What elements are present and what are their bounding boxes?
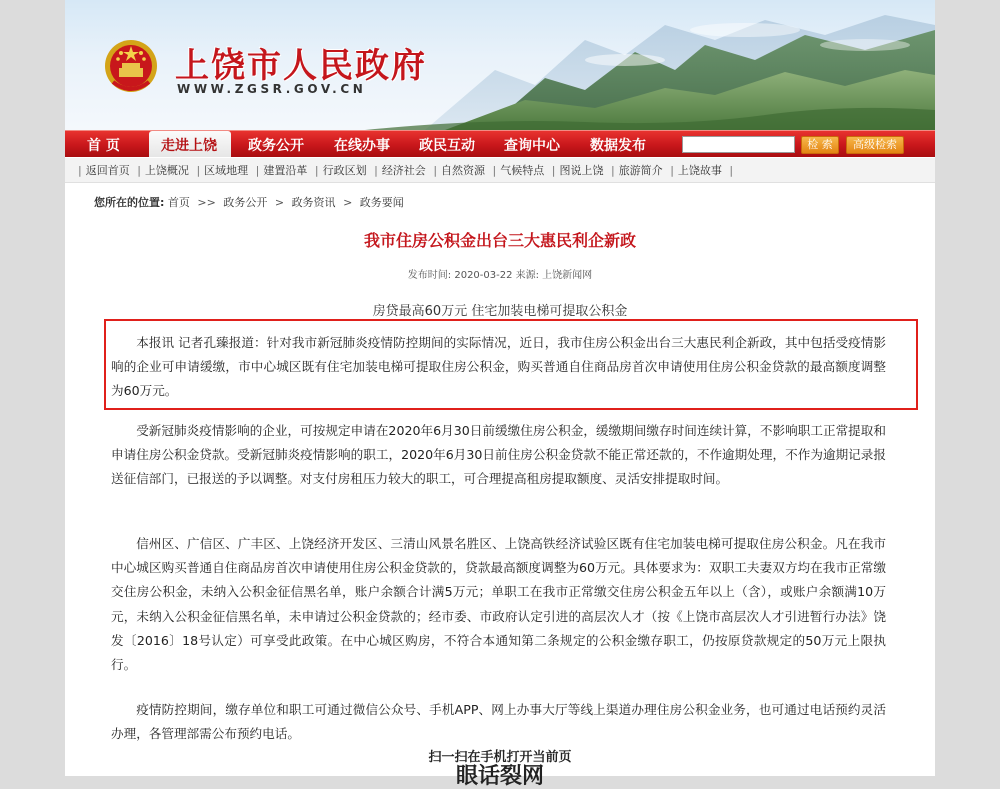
breadcrumb-item[interactable]: 政务要闻 xyxy=(359,196,404,209)
article-paragraph: 疫情防控期间，缴存单位和职工可通过微信公众号、手机APP、网上办事大厅等线上渠道办理住房公积金业务，也可通过电话预约灵活办理，各管理部需公布预约电话。 xyxy=(111,702,886,742)
chevron-right-icon: > xyxy=(274,196,285,209)
main-nav-item-data-release[interactable]: 数据发布 xyxy=(590,138,646,154)
search-button[interactable]: 检 索 xyxy=(801,136,839,154)
main-nav-item-interaction[interactable]: 政民互动 xyxy=(419,138,475,154)
breadcrumb-item[interactable]: 政务公开 xyxy=(223,196,268,209)
main-nav xyxy=(65,130,935,157)
sub-nav-item[interactable]: 返回首页 xyxy=(85,164,130,177)
sub-nav-item[interactable]: 上饶故事 xyxy=(677,164,722,177)
article-paragraph: 受新冠肺炎疫情影响的企业，可按规定申请在2020年6月30日前缓缴住房公积金，缓缴期间缴存时间连续计算，不影响职工正常提取和申请住房公积金贷款。受新冠肺炎疫情影响的职工，2020年6月30日前住房公积金贷款不能正常还款的，不作逾期处理，不作为逾期记录报送征信部门，已报送的予以调整。对支付房租压力较大的职工，可合理提高租房提取额度、灵活安排提取时间。 xyxy=(111,423,886,487)
sub-nav-item[interactable]: 建置沿革 xyxy=(263,164,308,177)
breadcrumb-label: 您所在的位置: xyxy=(94,196,165,209)
sub-nav-item[interactable]: 旅游简介 xyxy=(618,164,663,177)
sub-nav-item[interactable]: 气候特点 xyxy=(500,164,545,177)
qr-heading-cut: 眼话裂网 xyxy=(455,764,544,789)
main-nav-item-about: 走进上饶 xyxy=(161,138,217,154)
main-nav-item-home[interactable]: 首 页 xyxy=(87,138,120,154)
sub-nav-item[interactable]: 图说上饶 xyxy=(559,164,604,177)
site-url: WWW.ZGSR.GOV.CN xyxy=(177,82,367,96)
national-emblem-icon xyxy=(103,38,159,96)
sub-nav: | 返回首页 | 上饶概况 | 区域地理 | 建置沿革 | 行政区划 | 经济社会 | 自然资源 | 气候特点 | 图说上饶 | 旅游简介 | 上饶故事 | xyxy=(65,158,935,183)
qr-caption: 扫一扫在手机打开当前页 xyxy=(428,750,572,765)
advanced-search-button[interactable]: 高级检索 xyxy=(846,136,904,154)
page xyxy=(65,0,935,789)
article-title: 我市住房公积金出台三大惠民利企新政 xyxy=(363,231,636,250)
chevron-right-icon: >> xyxy=(197,196,216,209)
article-paragraph: 本报讯 记者孔臻报道：针对我市新冠肺炎疫情防控期间的实际情况，近日，我市住房公积金出台三大惠民利企新政，其中包括受疫情影响的企业可申请缓缴，市中心城区既有住宅加装电梯可提取住房公积金，购买普通自住商品房首次申请使用住房公积金贷款的最高额度调整为60万元。 xyxy=(111,335,886,399)
site-banner xyxy=(65,0,935,130)
sub-nav-item[interactable]: 区域地理 xyxy=(204,164,249,177)
breadcrumb-item[interactable]: 首页 xyxy=(167,196,190,209)
sub-nav-item[interactable]: 行政区划 xyxy=(322,164,367,177)
search-input[interactable] xyxy=(682,136,795,153)
main-nav-item-query-center[interactable]: 查询中心 xyxy=(504,138,560,154)
sub-nav-item[interactable]: 自然资源 xyxy=(441,164,486,177)
main-nav-item-online-service[interactable]: 在线办事 xyxy=(334,138,390,154)
breadcrumb-item[interactable]: 政务资讯 xyxy=(291,196,336,209)
breadcrumb xyxy=(94,194,404,210)
article-meta: 发布时间: 2020-03-22 来源: 上饶新闻网 xyxy=(407,270,593,281)
main-nav-active-tab[interactable] xyxy=(149,131,231,157)
chevron-right-icon: > xyxy=(343,196,353,209)
main-nav-item-gov-affairs[interactable]: 政务公开 xyxy=(248,138,304,154)
article-paragraph: 信州区、广信区、广丰区、上饶经济开发区、三清山风景名胜区、上饶高铁经济试验区既有住宅加装电梯可提取住房公积金。凡在我市中心城区购买普通自住商品房首次申请使用住房公积金贷款的，贷款最高额度调整为60万元。具体要求为：双职工夫妻双方均在我市正常缴交住房公积金，未纳入公积金征信黑名单，账户余额合计满5万元；单职工在我市正常缴交住房公积金五年以上（含），或账户余额满10万元，未纳入公积金征信黑名单，未申请过公积金贷款的；经市委、市政府认定引进的高层次人才（按《上饶市高层次人才引进暂行办法》饶发〔2016〕18号认定）可享受此政策。在中心城区购房，不符合本通知第二条规定的公积金缴存职工，仍按原贷款规定的50万元上限执行。 xyxy=(111,536,886,673)
sub-nav-item[interactable]: 经济社会 xyxy=(381,164,426,177)
site-title: 上饶市人民政府 xyxy=(175,46,427,86)
article-subtitle: 房贷最高60万元 住宅加装电梯可提取公积金 xyxy=(372,304,628,319)
sub-nav-item[interactable]: 上饶概况 xyxy=(144,164,189,177)
